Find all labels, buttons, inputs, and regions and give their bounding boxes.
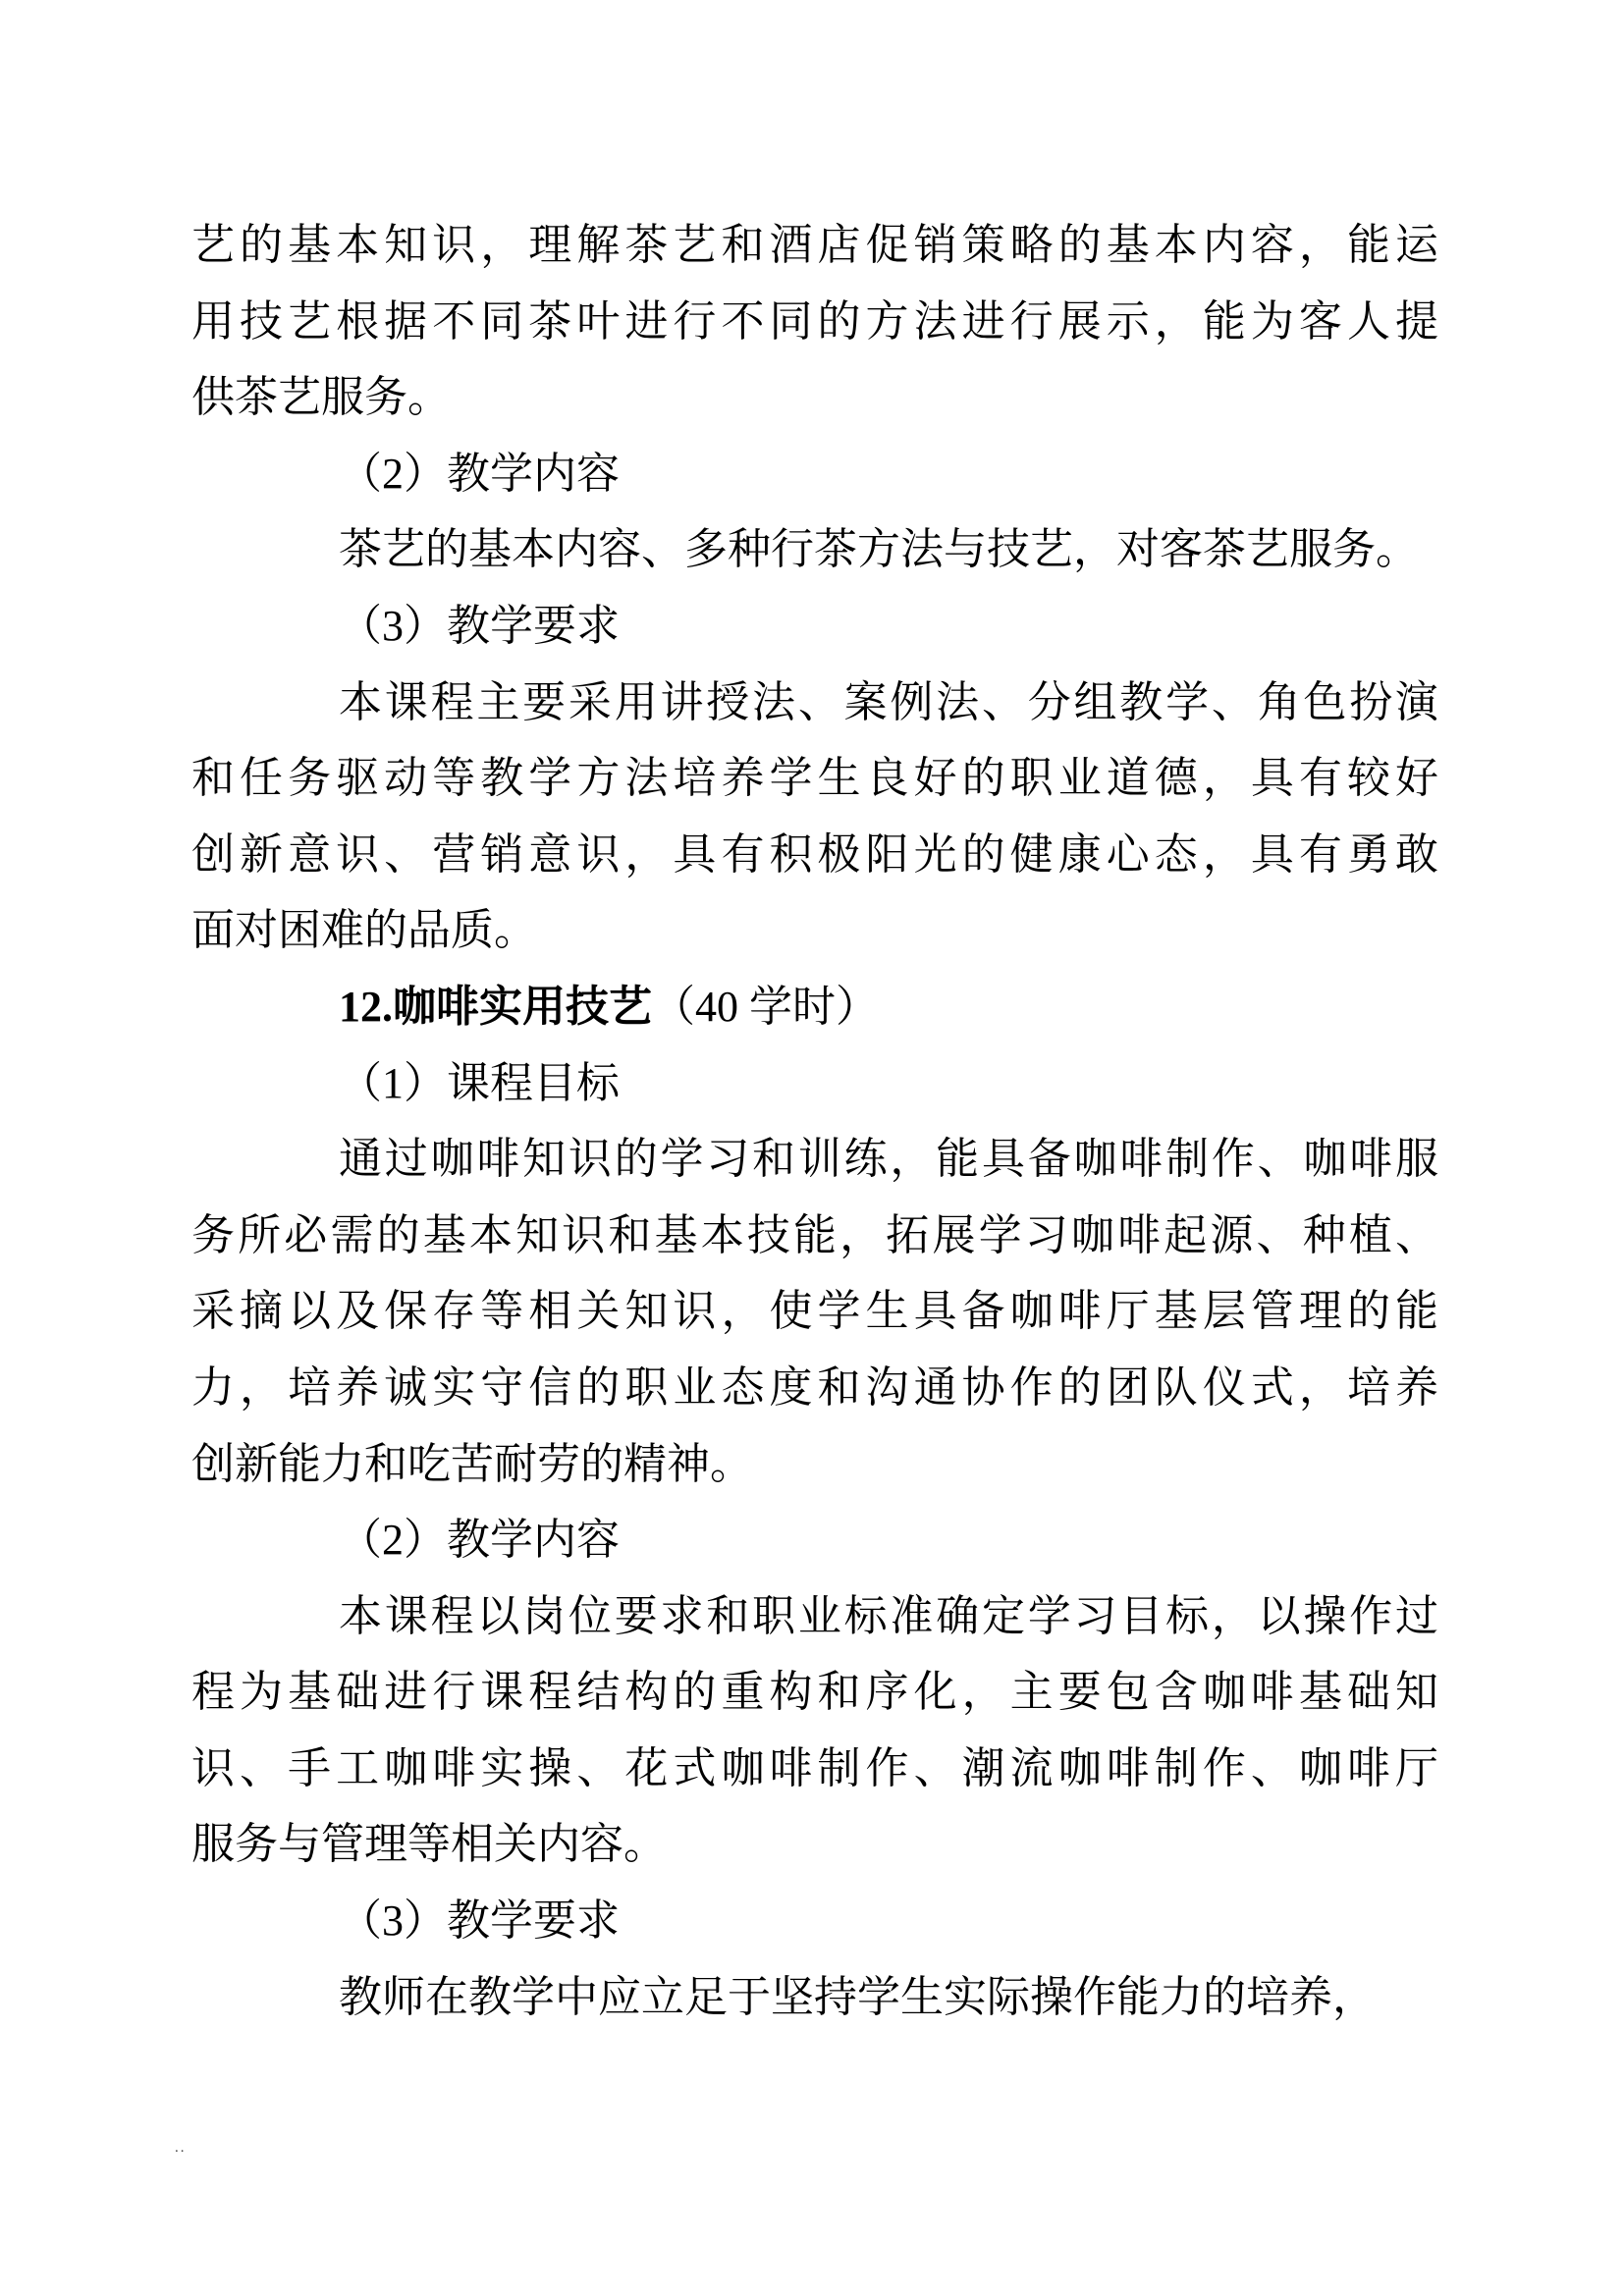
text-line: 面对困难的品质。 xyxy=(191,906,537,955)
section-label: （3）教学要求 xyxy=(339,601,620,650)
text-line: 教师在教学中应立足于坚持学生实际操作能力的培养， xyxy=(339,1972,1376,2021)
text-line: 程为基础进行课程结构的重构和序化，主要包含咖啡基础知 xyxy=(191,1668,1438,1717)
text-line: 识、手工咖啡实操、花式咖啡制作、潮流咖啡制作、咖啡厅 xyxy=(191,1743,1438,1792)
text-line: 用技艺根据不同茶叶进行不同的方法进行展示，能为客人提 xyxy=(191,296,1438,346)
course-heading-title: 12.咖啡实用技艺 xyxy=(339,982,652,1031)
text-line: 艺的基本知识，理解茶艺和酒店促销策略的基本内容，能运 xyxy=(191,221,1438,269)
text-line: 力，培养诚实守信的职业态度和沟通协作的团队仪式，培养 xyxy=(191,1362,1438,1412)
section-label: （2）教学内容 xyxy=(339,449,620,498)
text-line: 茶艺的基本内容、多种行茶方法与技艺，对客茶艺服务。 xyxy=(339,525,1419,574)
text-line: 通过咖啡知识的学习和训练，能具备咖啡制作、咖啡服 xyxy=(339,1135,1438,1184)
text-line: 创新意识、营销意识，具有积极阳光的健康心态，具有勇敢 xyxy=(191,829,1438,879)
text-line: 本课程以岗位要求和职业标准确定学习目标，以操作过 xyxy=(339,1591,1438,1640)
section-label: （1）课程目标 xyxy=(339,1058,620,1107)
section-label: （3）教学要求 xyxy=(339,1896,620,1946)
text-line: 供茶艺服务。 xyxy=(191,373,451,422)
text-line: 采摘以及保存等相关知识，使学生具备咖啡厅基层管理的能 xyxy=(191,1287,1438,1336)
text-line: 本课程主要采用讲授法、案例法、分组教学、角色扮演 xyxy=(339,677,1438,726)
text-line: 创新能力和吃苦耐劳的精神。 xyxy=(191,1439,753,1488)
text-line: 服务与管理等相关内容。 xyxy=(191,1820,667,1869)
section-label: （2）教学内容 xyxy=(339,1516,620,1565)
course-heading-hours: （40 学时） xyxy=(652,982,879,1031)
course-heading xyxy=(191,969,1438,1045)
document-text-block xyxy=(191,207,1438,2035)
text-line: 务所必需的基本知识和基本技能，拓展学习咖啡起源、种植、 xyxy=(191,1210,1438,1259)
footer-mark: .. xyxy=(175,2140,187,2156)
text-line: 和任务驱动等教学方法培养学生良好的职业道德，具有较好 xyxy=(191,754,1438,803)
